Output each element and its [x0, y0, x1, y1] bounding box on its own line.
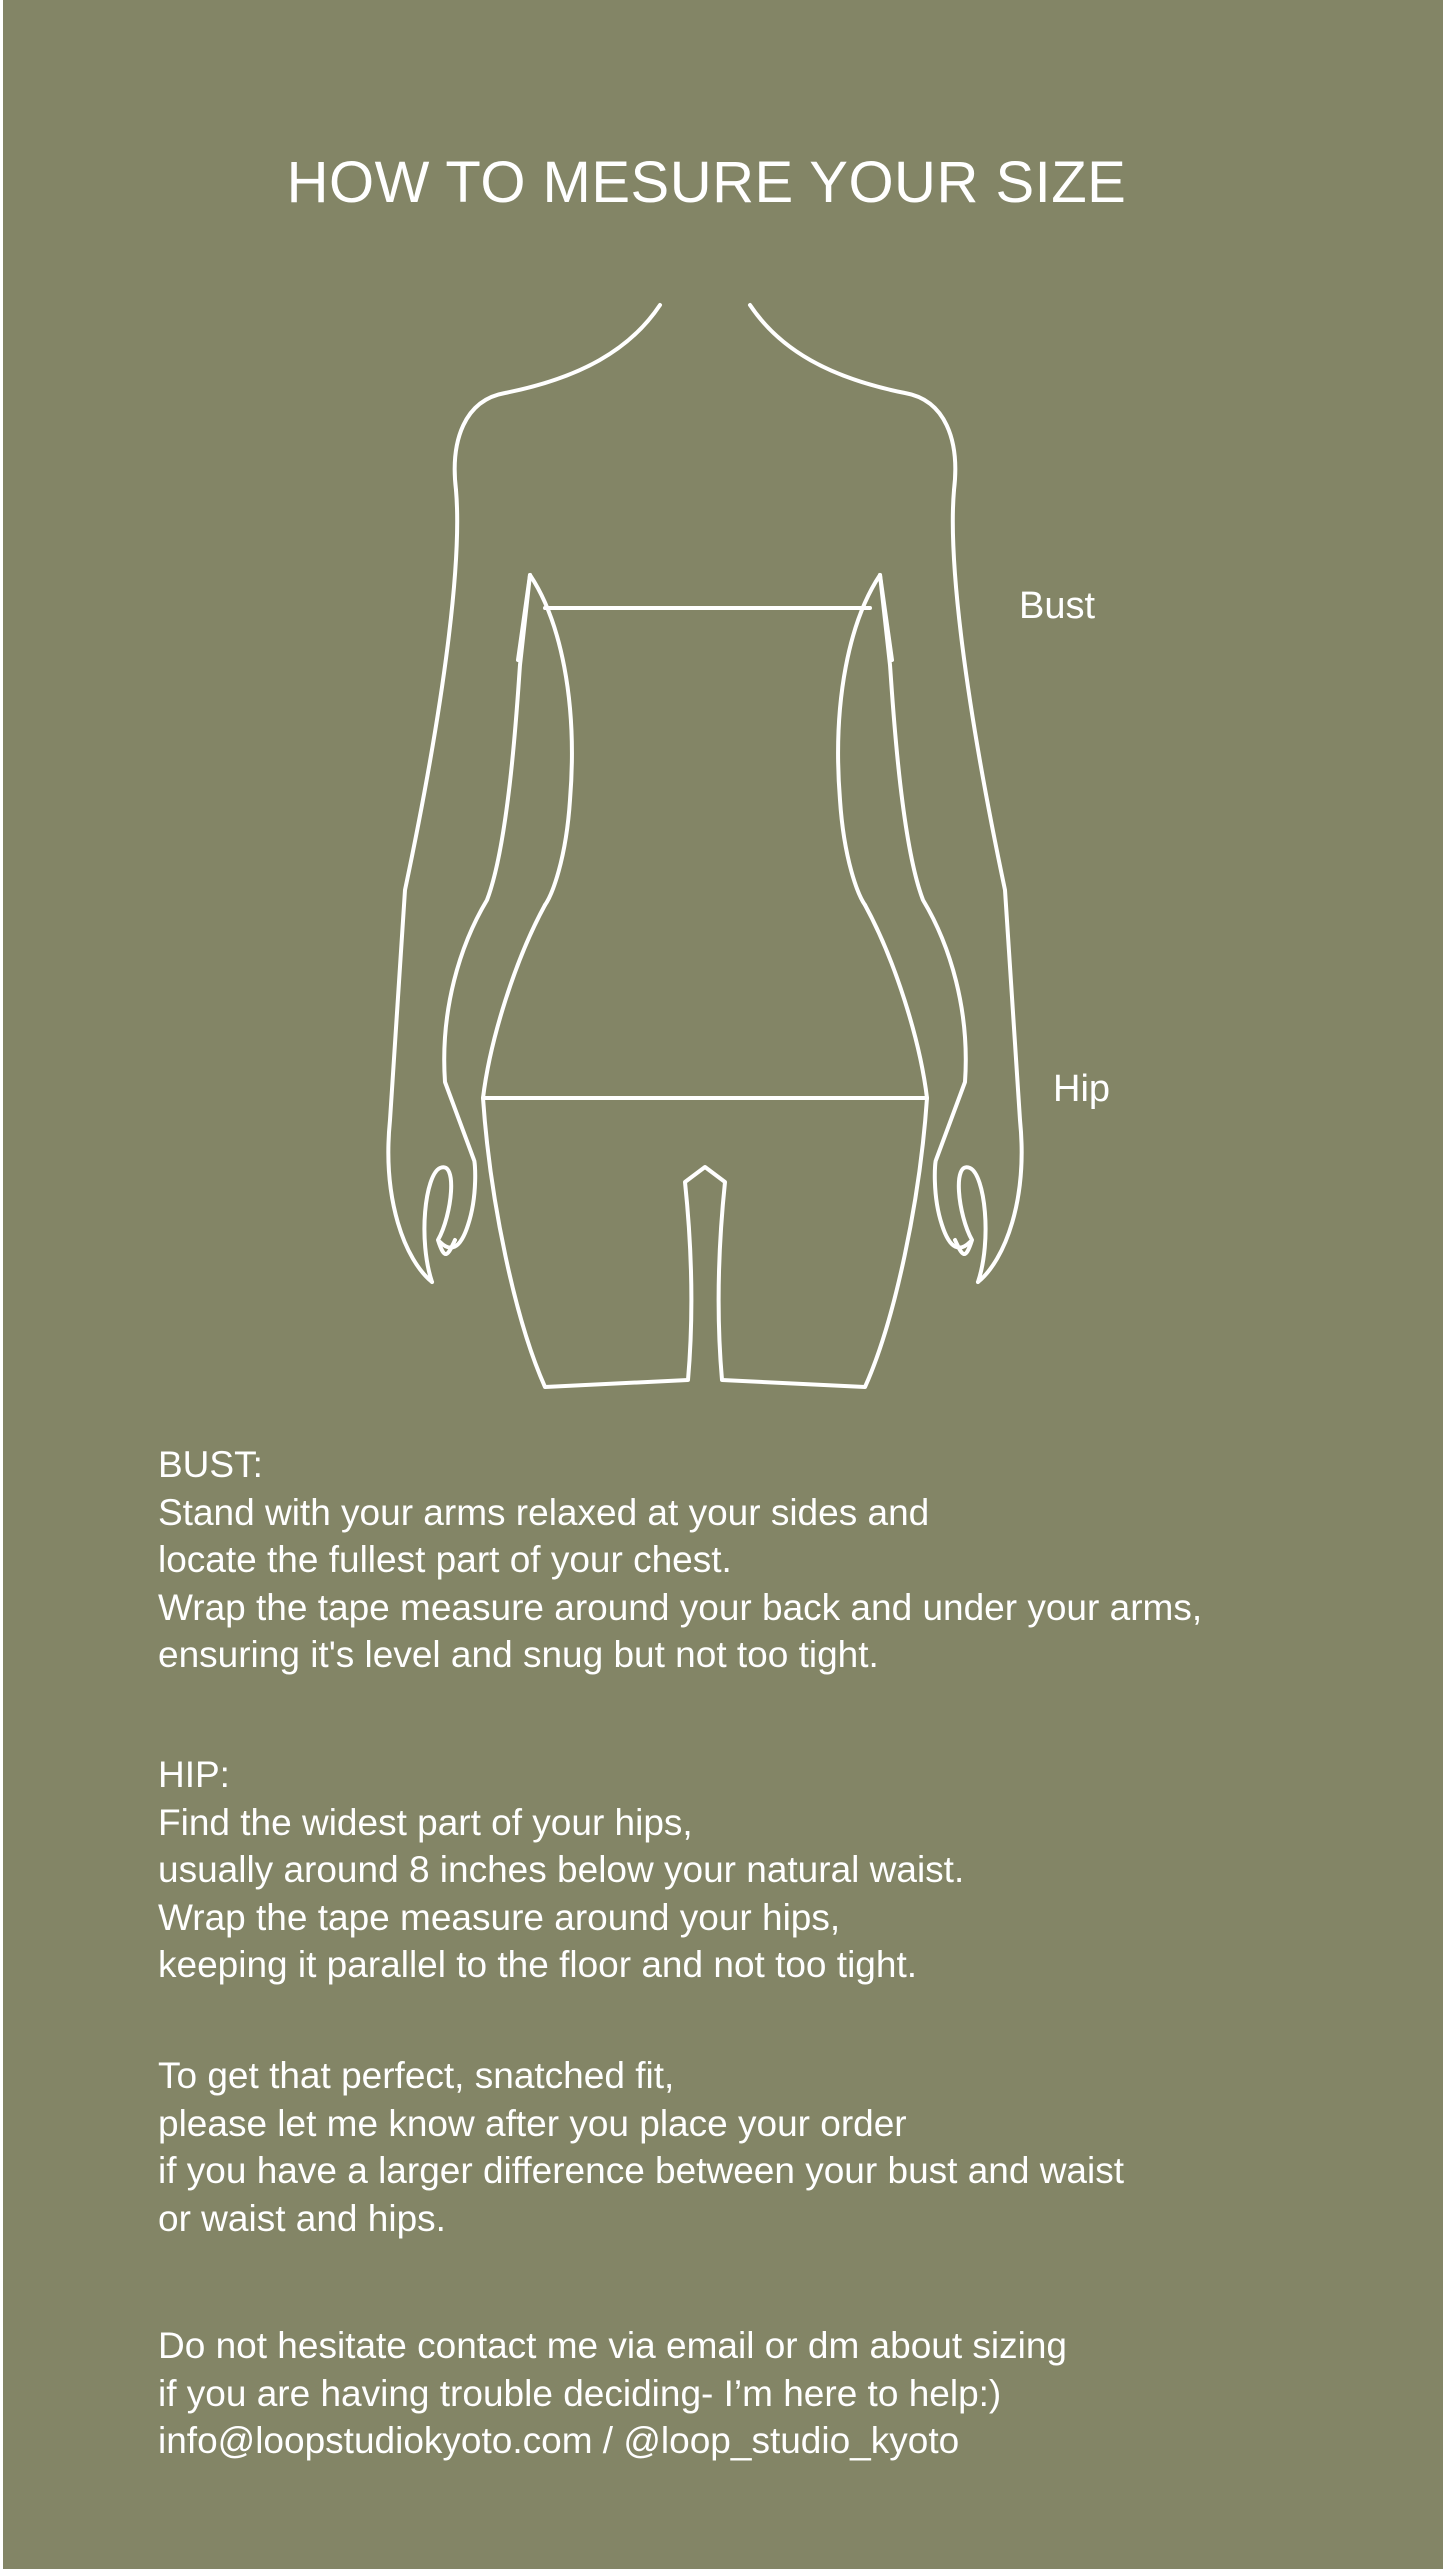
fit-line: or waist and hips. — [158, 2197, 446, 2239]
bust-line: Stand with your arms relaxed at your sides and — [158, 1491, 930, 1533]
left-hand-inner — [440, 575, 530, 1248]
hip-heading: HIP: — [158, 1754, 230, 1795]
fit-line: if you have a larger difference between your bust and waist — [158, 2150, 1125, 2191]
left-edge-divider — [0, 0, 3, 2569]
fit-line: please let me know after you place your order — [158, 2102, 907, 2144]
right-hand-inner — [880, 575, 970, 1248]
shorts-left — [483, 1098, 927, 1387]
hip-line: usually around 8 inches below your natural waist. — [158, 1849, 965, 1890]
bust-line: ensuring it's level and snug but not too tight. — [158, 1634, 879, 1675]
contact-note — [158, 2322, 1388, 2465]
contact-line: if you are having trouble deciding- I’m here to help:) — [158, 2372, 1002, 2414]
right-hand — [955, 1167, 986, 1282]
hip-instructions — [158, 1751, 1388, 1989]
page-title: HOW TO MESURE YOUR SIZE — [286, 150, 1127, 215]
contact-info[interactable]: info@loopstudiokyoto.com / @loop_studio_kyoto — [158, 2420, 960, 2461]
hip-line: keeping it parallel to the floor and not too tight. — [158, 1944, 918, 1985]
bust-instructions — [158, 1441, 1388, 1679]
hip-label: Hip — [1053, 1068, 1111, 1110]
contact-line: Do not hesitate contact me via email or dm about sizing — [158, 2325, 1068, 2366]
right-arm-outer — [953, 490, 1022, 1282]
left-shoulder-line — [455, 305, 660, 490]
left-arm-outer — [388, 490, 457, 1282]
top-right-side — [865, 575, 927, 1098]
bust-label: Bust — [1019, 585, 1096, 627]
right-shoulder-line — [750, 305, 955, 490]
bust-line: locate the fullest part of your chest. — [158, 1539, 732, 1580]
top-left-side — [483, 575, 545, 1098]
body-silhouette-icon — [370, 285, 1050, 1395]
left-arm-inner-upper — [530, 575, 572, 905]
hip-line: Wrap the tape measure around your hips, — [158, 1896, 841, 1938]
bust-heading: BUST: — [158, 1444, 263, 1485]
left-hand — [424, 1167, 455, 1282]
fit-line: To get that perfect, snatched fit, — [158, 2055, 675, 2096]
right-arm-inner-upper — [838, 575, 880, 905]
hip-line: Find the widest part of your hips, — [158, 1801, 693, 1843]
bust-line: Wrap the tape measure around your back and under your arms, — [158, 1586, 1203, 1628]
fit-note — [158, 2052, 1388, 2242]
